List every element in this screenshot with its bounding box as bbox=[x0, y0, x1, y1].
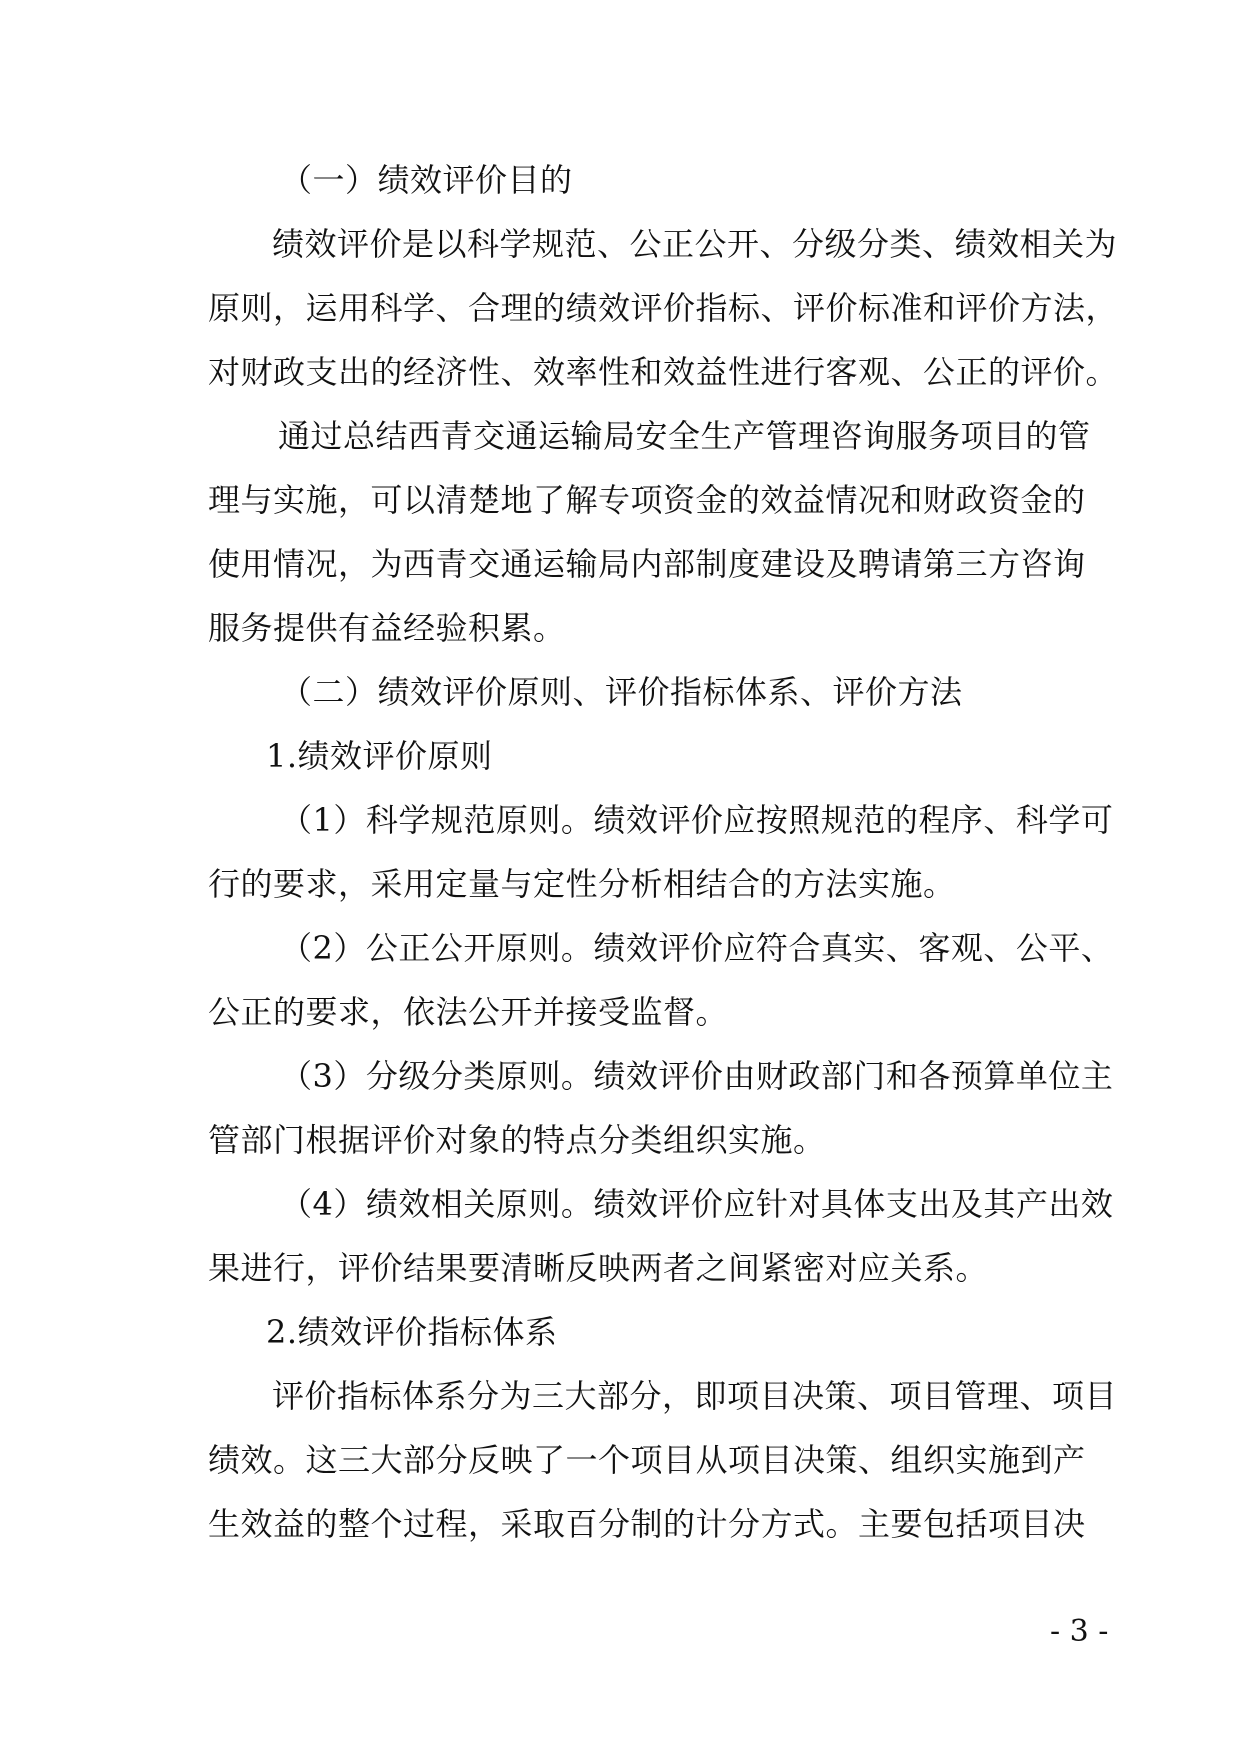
paragraph-line: 绩效评价是以科学规范、公正公开、分级分类、绩效相关为 bbox=[272, 225, 1118, 263]
paragraph-line: 生效益的整个过程，采取百分制的计分方式。主要包括项目决 bbox=[208, 1505, 1086, 1543]
paragraph-line: 公正的要求，依法公开并接受监督。 bbox=[208, 993, 729, 1031]
paragraph-line: 使用情况，为西青交通运输局内部制度建设及聘请第三方咨询 bbox=[208, 545, 1086, 583]
paragraph-line: 服务提供有益经验积累。 bbox=[208, 609, 566, 647]
page-number: - 3 - bbox=[1050, 1614, 1109, 1649]
section-heading-2: （二）绩效评价原则、评价指标体系、评价方法 bbox=[280, 673, 963, 711]
paragraph-line: 原则，运用科学、合理的绩效评价指标、评价标准和评价方法， bbox=[208, 289, 1119, 327]
paragraph-line: 行的要求，采用定量与定性分析相结合的方法实施。 bbox=[208, 865, 956, 903]
paragraph-line: 管部门根据评价对象的特点分类组织实施。 bbox=[208, 1121, 826, 1159]
subsection-heading-2: 2.绩效评价指标体系 bbox=[266, 1313, 558, 1351]
paragraph-line: 评价指标体系分为三大部分，即项目决策、项目管理、项目 bbox=[272, 1377, 1118, 1415]
paragraph-line: （2）公正公开原则。绩效评价应符合真实、客观、公平、 bbox=[280, 929, 1114, 967]
subsection-heading-1: 1.绩效评价原则 bbox=[266, 737, 493, 775]
paragraph-line: 绩效。这三大部分反映了一个项目从项目决策、组织实施到产 bbox=[208, 1441, 1086, 1479]
paragraph-line: （3）分级分类原则。绩效评价由财政部门和各预算单位主 bbox=[280, 1057, 1114, 1095]
paragraph-line: （1）科学规范原则。绩效评价应按照规范的程序、科学可 bbox=[280, 801, 1114, 839]
paragraph-line: 通过总结西青交通运输局安全生产管理咨询服务项目的管 bbox=[278, 417, 1091, 455]
paragraph-line: 果进行，评价结果要清晰反映两者之间紧密对应关系。 bbox=[208, 1249, 989, 1287]
paragraph-line: （4）绩效相关原则。绩效评价应针对具体支出及其产出效 bbox=[280, 1185, 1114, 1223]
paragraph-line: 理与实施，可以清楚地了解专项资金的效益情况和财政资金的 bbox=[208, 481, 1086, 519]
section-heading-1: （一）绩效评价目的 bbox=[280, 161, 573, 199]
paragraph-line: 对财政支出的经济性、效率性和效益性进行客观、公正的评价。 bbox=[208, 353, 1119, 391]
